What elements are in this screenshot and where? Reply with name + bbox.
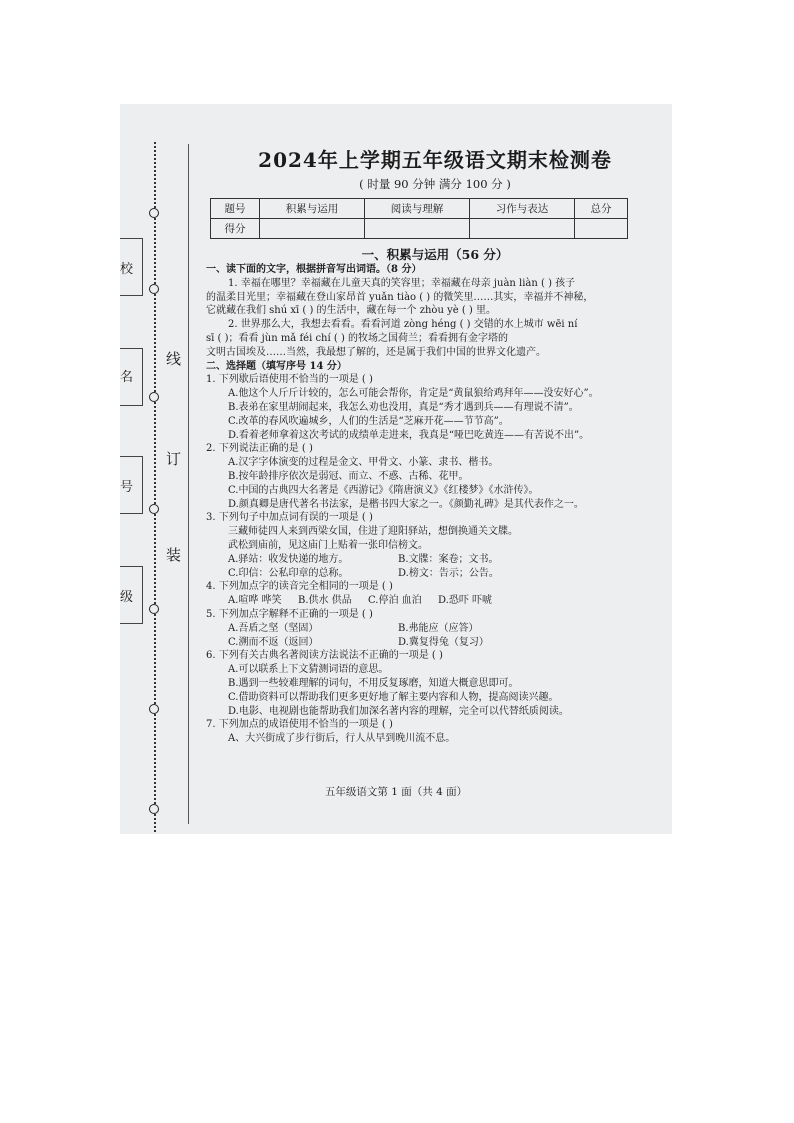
q2-3-option: A.驿站：收发快递的地方。 bbox=[228, 553, 349, 565]
exam-paper bbox=[120, 104, 672, 834]
binding-char-zhuang: 装 bbox=[166, 546, 182, 564]
q2-7-option: A、大兴街成了步行街后，行人从早到晚川流不息。 bbox=[228, 733, 456, 745]
q1-line: 文明古国埃及……当然，我最想了解的，还是属于我们中国的世界文化遗产。 bbox=[206, 346, 546, 358]
q2-2-option: B.按年龄排序依次是弱冠、而立、不惑、古稀、花甲。 bbox=[228, 470, 469, 482]
score-col-header: 总分 bbox=[575, 199, 628, 219]
score-col-header: 积累与运用 bbox=[260, 199, 365, 219]
q2-1-option: A.他这个人斤斤计较的，怎么可能会帮你，肯定是“黄鼠狼给鸡拜年——没安好心”。 bbox=[228, 388, 599, 400]
q2-head: 二、选择题（填写序号 14 分） bbox=[206, 360, 347, 372]
q2-3-stem: 3. 下列句子中加点词有误的一项是 ( ) bbox=[206, 512, 373, 524]
q2-4-option: D.恐吓 吓唬 bbox=[438, 595, 493, 607]
score-col-header: 题号 bbox=[211, 199, 260, 219]
q2-3-options-row bbox=[206, 567, 664, 581]
q2-6-option: A.可以联系上下文猜测词语的意思。 bbox=[228, 664, 389, 676]
q1-line: sī ( )；看看 jùn mǎ féi chí ( ) 的牧场之国荷兰；看看拥有金字塔的 bbox=[206, 332, 509, 344]
score-table bbox=[210, 198, 628, 239]
binding-hole bbox=[149, 704, 159, 714]
q2-3-option: D.榜文：告示；公告。 bbox=[398, 567, 499, 579]
score-row-label: 得分 bbox=[211, 219, 260, 239]
q2-2-option: D.颜真卿是唐代著名书法家，是楷书四大家之一。《颜勤礼碑》是其代表作之一。 bbox=[228, 498, 584, 510]
q2-5-option: B.弗能应（应答） bbox=[398, 622, 479, 634]
binding-hole bbox=[149, 208, 159, 218]
page-footer: 五年级语文第 1 面（共 4 面） bbox=[324, 786, 468, 798]
binding-char-ding: 订 bbox=[166, 450, 182, 468]
binding-hole bbox=[149, 392, 159, 402]
binding-hole bbox=[149, 804, 159, 814]
score-cell[interactable] bbox=[260, 219, 365, 239]
q2-3-option: B.文牒：案卷；文书。 bbox=[398, 553, 499, 565]
q2-4-stem: 4. 下列加点字的读音完全相同的一项是 ( ) bbox=[206, 581, 393, 593]
q2-4-options-row bbox=[206, 594, 664, 608]
q2-3-line: 武松到庙前，见这庙门上贴着一张印信榜文。 bbox=[228, 539, 428, 551]
score-cell[interactable] bbox=[470, 219, 575, 239]
q1-line: 的温柔目光里；幸福藏在登山家昂首 yuǎn tiào ( ) 的微笑里……其实，幸福并不神秘， bbox=[206, 291, 594, 303]
q2-5-options-row bbox=[206, 636, 664, 650]
q2-6-stem: 6. 下列有关古典名著阅读方法说法不正确的一项是 ( ) bbox=[206, 650, 443, 662]
q1-head: 一、读下面的文字，根据拼音写出词语。（8 分） bbox=[206, 264, 422, 275]
q2-7-stem: 7. 下列加点的成语使用不恰当的一项是 ( ) bbox=[206, 719, 393, 731]
binding-dotted-line bbox=[154, 142, 156, 832]
score-col-header: 阅读与理解 bbox=[365, 199, 470, 219]
q1-line: 2. 世界那么大，我想去看看。看看河道 zòng héng ( ) 交错的水上城市 wēi ní bbox=[228, 319, 578, 331]
binding-hole bbox=[149, 504, 159, 514]
q2-2-option: C.中国的古典四大名著是《西游记》《隋唐演义》《红楼梦》《水浒传》。 bbox=[228, 484, 539, 496]
exam-content bbox=[206, 144, 664, 746]
school-label: 校 bbox=[120, 262, 134, 277]
number-label: 号 bbox=[120, 480, 134, 495]
score-table-score-row bbox=[211, 219, 628, 239]
q2-5-options-row bbox=[206, 622, 664, 636]
binding-hole bbox=[149, 604, 159, 614]
q2-6-option: C.借助资料可以帮助我们更多更好地了解主要内容和人物，提高阅读兴趣。 bbox=[228, 691, 559, 703]
name-label: 名 bbox=[120, 370, 134, 385]
score-cell[interactable] bbox=[575, 219, 628, 239]
q2-2-option: A.汉字字体演变的过程是金文、甲骨文、小篆、隶书、楷书。 bbox=[228, 457, 499, 469]
q2-6-option: B.遇到一些较难理解的词句，不用反复琢磨，知道大概意思即可。 bbox=[228, 677, 519, 689]
q2-4-option: C.停泊 血泊 bbox=[368, 595, 422, 607]
q2-3-line: 三藏师徒四人来到西梁女国，住进了迎阳驿站，想倒换通关文牒。 bbox=[228, 526, 518, 538]
exam-subtitle: ( 时量 90 分钟 满分 100 分 ) bbox=[359, 177, 511, 191]
section-title: 一、积累与运用（56 分） bbox=[361, 247, 509, 262]
q2-5-option: D.冀复得兔（复习） bbox=[398, 636, 489, 648]
class-label: 级 bbox=[120, 590, 134, 605]
q2-4-option: A.喧哗 哗笑 bbox=[228, 595, 282, 607]
q2-5-stem: 5. 下列加点字解释不正确的一项是 ( ) bbox=[206, 608, 373, 620]
q2-5-option: C.溯而不返（返回） bbox=[228, 636, 319, 648]
q1-line: 它就藏在我们 shú xī ( ) 的生活中，藏在每一个 zhòu yè ( ) 里。 bbox=[206, 305, 496, 317]
exam-title: 2024年上学期五年级语文期末检测卷 bbox=[258, 148, 612, 172]
binding-solid-line bbox=[188, 144, 189, 824]
score-cell[interactable] bbox=[365, 219, 470, 239]
q2-3-option: C.印信：公私印章的总称。 bbox=[228, 567, 349, 579]
binding-char-line: 线 bbox=[166, 350, 182, 368]
questions bbox=[206, 263, 664, 746]
q2-1-option: B.表弟在家里胡闹起来，我怎么劝也没用，真是“秀才遇到兵——有理说不清”。 bbox=[228, 401, 579, 413]
q2-3-options-row bbox=[206, 553, 664, 567]
score-col-header: 习作与表达 bbox=[470, 199, 575, 219]
binding-strip bbox=[120, 104, 190, 834]
q2-6-option: D.电影、电视剧也能帮助我们加深名著内容的理解，完全可以代替纸质阅读。 bbox=[228, 705, 569, 717]
q2-4-option: B.供水 供品 bbox=[298, 595, 352, 607]
q2-5-option: A.吾盾之坚（坚固） bbox=[228, 622, 319, 634]
q2-1-option: D.看着老师拿着这次考试的成绩单走进来，我真是“哑巴吃黄连——有苦说不出”。 bbox=[228, 429, 590, 441]
q2-2-stem: 2. 下列说法正确的是 ( ) bbox=[206, 443, 313, 455]
q2-1-option: C.改革的春风吹遍城乡，人们的生活是“芝麻开花——节节高”。 bbox=[228, 415, 509, 427]
score-table-header-row bbox=[211, 199, 628, 219]
binding-hole bbox=[149, 284, 159, 294]
q2-1-stem: 1. 下列歇后语使用不恰当的一项是 ( ) bbox=[206, 374, 373, 386]
q1-line: 1. 幸福在哪里？幸福藏在儿童天真的笑容里；幸福藏在母亲 juàn liàn ( ) 孩子 bbox=[228, 277, 576, 289]
